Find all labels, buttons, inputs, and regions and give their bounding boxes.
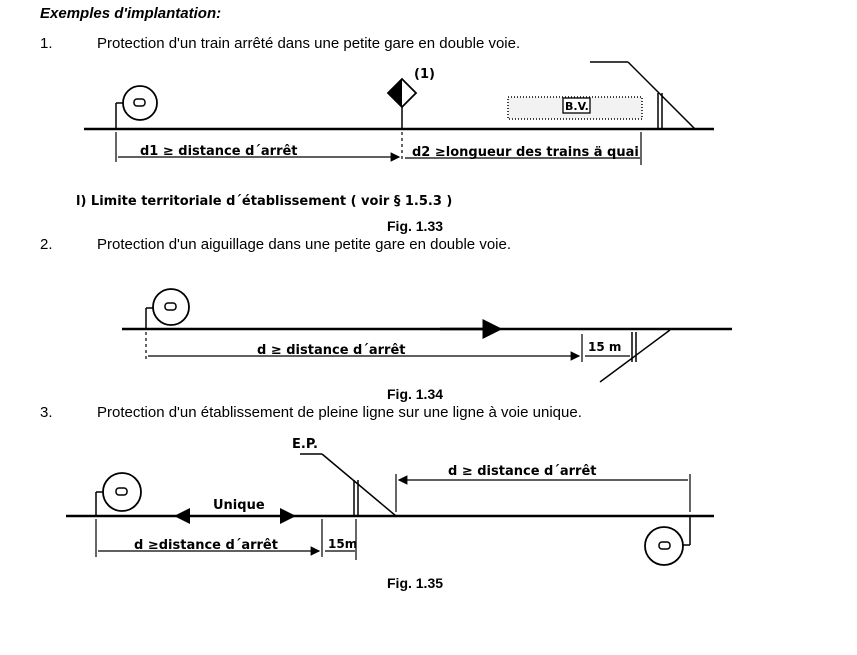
item-number-2: 2. [40, 236, 53, 253]
item-number-3: 3. [40, 404, 53, 421]
d2-label: d2 ≥longueur des trains ä quai [412, 145, 639, 160]
establishment-icon [300, 454, 396, 516]
station-label: B.V. [565, 100, 589, 113]
fifteen-m-label: 15 m [588, 340, 622, 354]
fig-1-33-diagram [76, 62, 714, 209]
item-text-1: Protection d'un train arrêté dans une petite gare en double voie. [97, 35, 521, 52]
item-number-1: 1. [40, 35, 53, 52]
signal-icon [96, 473, 141, 516]
limit-marker-icon [388, 79, 416, 129]
d-right-label: d ≥ distance d´arrêt [448, 464, 597, 479]
section-heading: Exemples d'implantation: [40, 5, 222, 22]
signal-icon-right [645, 516, 690, 565]
unique-label: Unique [213, 498, 265, 513]
fig-1-35-caption: Fig. 1.35 [387, 575, 444, 591]
d1-label: d1 ≥ distance d´arrêt [140, 144, 298, 159]
signal-icon [146, 289, 189, 329]
fig-1-33-caption: Fig. 1.33 [387, 218, 444, 234]
item-text-2: Protection d'un aiguillage dans une petite gare en double voie. [97, 236, 512, 253]
d-label: d ≥ distance d´arrêt [257, 343, 406, 358]
fig-1-34-diagram [122, 289, 732, 382]
signal-icon [116, 86, 157, 129]
item-text-3: Protection d'un établissement de pleine ligne sur une ligne à voie unique. [97, 404, 582, 421]
ep-label: E.P. [292, 437, 318, 452]
fig-1-35-diagram [66, 437, 714, 565]
marker-label: (1) [414, 67, 435, 82]
fig-1-33-footnote: l) Limite territoriale d´établissement ( voir § 1.5.3 ) [76, 194, 453, 209]
fifteen-m-label: 15m [328, 537, 358, 551]
d-left-label: d ≥distance d´arrêt [134, 538, 278, 553]
fig-1-34-caption: Fig. 1.34 [387, 386, 444, 402]
